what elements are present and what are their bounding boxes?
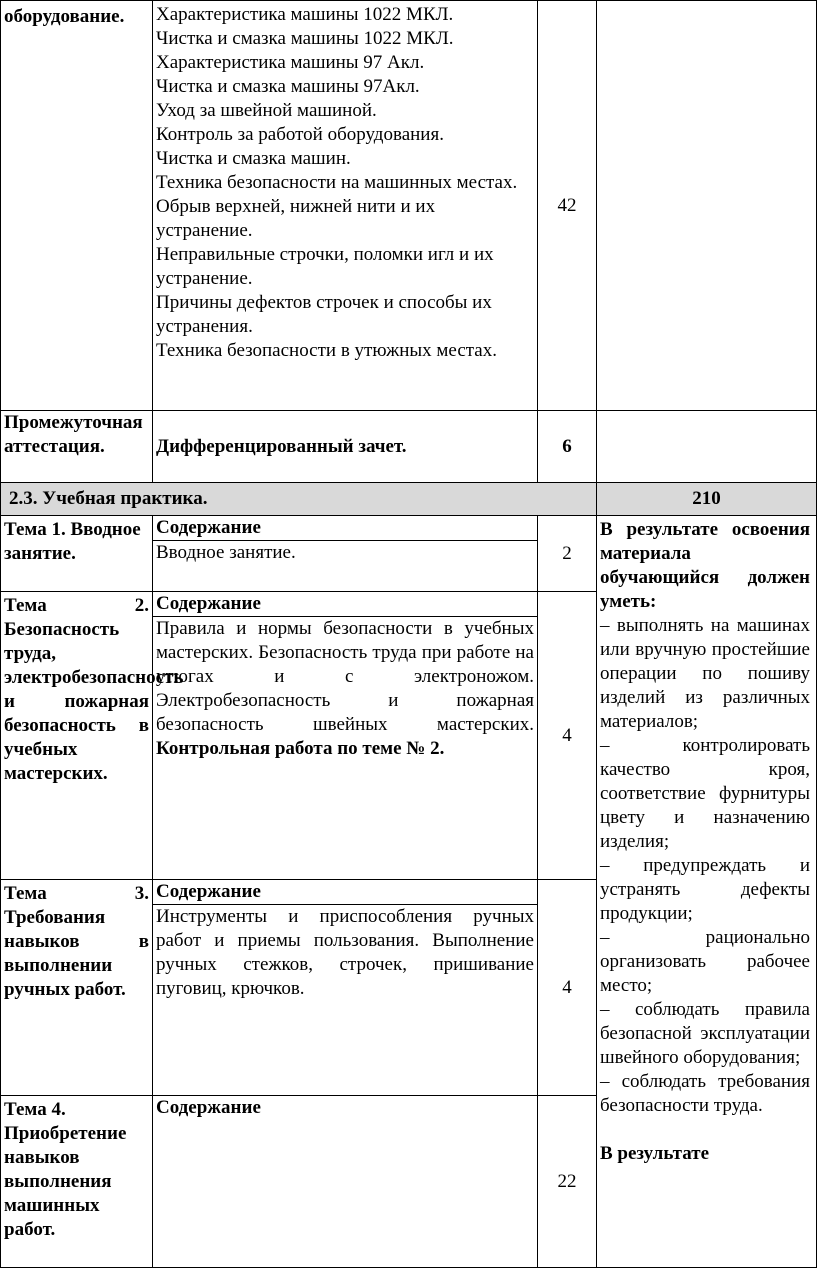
attestation-label: Промежуточная аттестация. <box>1 411 153 483</box>
outcome-item: – соблюдать требования безопасности труда. <box>600 1071 810 1116</box>
topic-title: Тема 2. Безопасность труда, электробезопасность и пожарная безопасность в учебных мастерских. <box>1 592 153 880</box>
content-line: Характеристика машины 1022 МКЛ. <box>156 4 454 25</box>
content-line: Уход за швейной машиной. <box>156 100 377 121</box>
content-line: Чистка и смазка машин. <box>156 148 351 169</box>
content-line: Техника безопасности в утюжных местах. <box>156 340 497 361</box>
outcomes-next-intro: В результате <box>600 1143 710 1164</box>
outcome-item: – выполнять на машинах или вручную простейшие операции по пошиву изделий из различных материалов; <box>600 615 810 732</box>
attestation-hours: 6 <box>538 411 597 483</box>
topic-content-cell <box>153 880 538 1096</box>
content-line: Контроль за работой оборудования. <box>156 124 444 145</box>
topic-title: Тема 3. Требования навыков в выполнении ручных работ. <box>1 880 153 1096</box>
content-bold-text: Контрольная работа по теме № 2. <box>156 738 445 759</box>
content-block <box>153 904 537 1001</box>
topic-title-tail: оборудование. <box>4 6 125 27</box>
topic-content-cell <box>153 592 538 880</box>
outcome-item: – соблюдать правила безопасной эксплуатации швейного оборудования; <box>600 999 810 1068</box>
learning-outcomes <box>597 516 817 1268</box>
content-line: Чистка и смазка машины 97Акл. <box>156 76 420 97</box>
outcome-cell-empty <box>597 1 817 411</box>
topic-title: Тема 1. Вводное занятие. <box>1 516 153 592</box>
topic-content-cell <box>153 1096 538 1268</box>
topic-title: Тема 4. Приобретение навыков выполнения машинных работ. <box>1 1096 153 1268</box>
content-heading: Содержание <box>156 517 261 538</box>
topic-hours: 2 <box>538 516 597 592</box>
topic-hours: 22 <box>538 1096 597 1268</box>
section-hours: 210 <box>597 483 817 516</box>
content-heading: Содержание <box>156 593 261 614</box>
content-line: Причины дефектов строчек и способы их устранения. <box>156 292 492 337</box>
content-text: Правила и нормы безопасности в учебных мастерских. Безопасность труда при работе на утюгах и с электроножом. Электробезопасность и пожарная безопасность швейных мастерских. <box>156 618 534 735</box>
outcome-spacer <box>600 1118 810 1142</box>
content-line: Неправильные строчки, поломки игл и их устранение. <box>156 244 494 289</box>
topic-row <box>1 516 817 592</box>
content-line: Техника безопасности на машинных местах. <box>156 172 518 193</box>
section-title: 2.3. Учебная практика. <box>1 483 597 516</box>
content-text: Инструменты и приспособления ручных работ и приемы пользования. Выполнение ручных стежков, строчек, пришивание пуговиц, крючков. <box>156 906 534 999</box>
content-text: Вводное занятие. <box>153 540 537 565</box>
content-heading: Содержание <box>156 1097 261 1118</box>
outcome-item: – контролировать качество кроя, соответствие фурнитуры цвету и назначению изделия; <box>600 735 810 852</box>
content-heading: Содержание <box>156 881 261 902</box>
attestation-outcome-empty <box>597 411 817 483</box>
outcomes-intro: В результате освоения материала обучающийся должен уметь: <box>600 519 810 612</box>
equipment-row <box>1 1 817 411</box>
content-line: Обрыв верхней, нижней нити и их устранение. <box>156 196 436 241</box>
section-header-row <box>1 483 817 516</box>
outcome-item: – рационально организовать рабочее место; <box>600 927 810 996</box>
outcome-item: – предупреждать и устранять дефекты продукции; <box>600 855 810 924</box>
attestation-row <box>1 411 817 483</box>
topic-title-cell <box>1 1 153 411</box>
hours-cell: 42 <box>538 1 597 411</box>
content-line: Характеристика машины 97 Акл. <box>156 52 425 73</box>
topic-content-cell <box>153 516 538 592</box>
topic-hours: 4 <box>538 880 597 1096</box>
content-block <box>153 616 537 761</box>
topic-hours: 4 <box>538 592 597 880</box>
attestation-content: Дифференцированный зачет. <box>153 411 538 483</box>
content-line: Чистка и смазка машины 1022 МКЛ. <box>156 28 454 49</box>
equipment-content-cell <box>153 1 538 411</box>
